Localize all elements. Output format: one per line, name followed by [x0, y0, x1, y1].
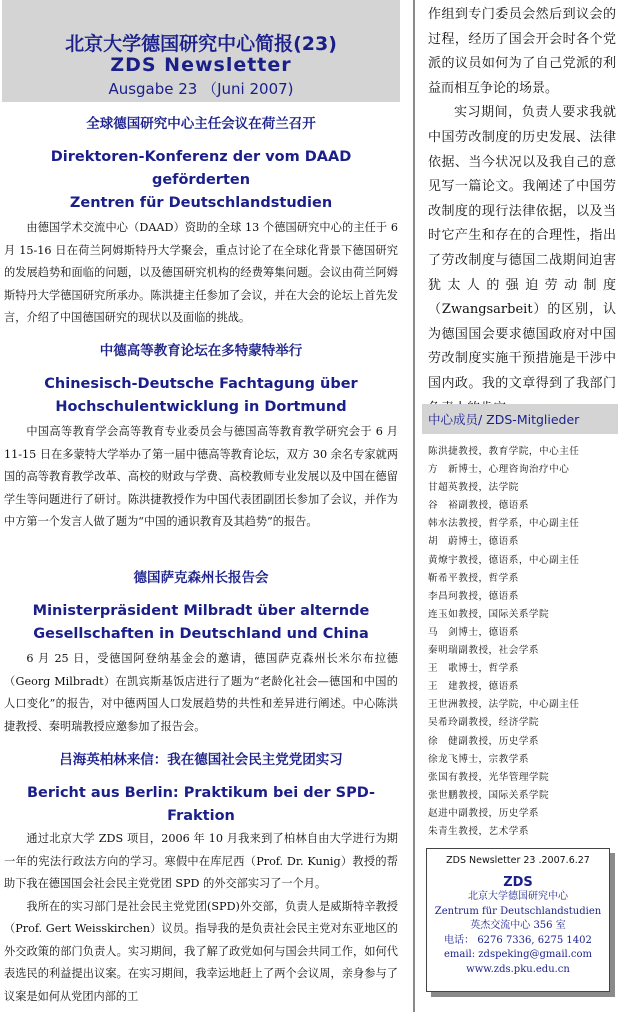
article-paragraph: 由德国学术交流中心（DAAD）资助的全球 13 个德国研究中心的主任于 6 月 15-16 日在荷兰阿姆斯特丹大学聚会，重点讨论了在全球化背景下德国研究的发展趋势和面临的问题，以及德国研究机构的经费筹集问题。会议由荷兰阿姆斯特丹大学德国研究所承办。陈洪捷主任参加了会议，并在大会的论坛上首先发言，介绍了中国德国研究的现状以及面临的挑战。: [4, 221, 398, 324]
contact-org-de: Zentrum für Deutschlandstudien: [434, 905, 602, 917]
article-paragraph: 中国高等教育学会高等教育专业委员会与德国高等教育教学研究会于 6 月 11-15 日在多蒙特大学举办了第一届中德高等教育论坛，双方 30 余名专家就两国的高等教育教学改革、高校的财政与学费、高校教师专业发展以及中国在德留学生等问题进行了研讨。陈洪捷教授作为中国代表团副团长参加了会议，并作为中方第一个发言人做了题为“中国的通识教育及其趋势”的报告。: [4, 425, 398, 528]
member-item: 陈洪捷教授，教育学院，中心主任: [428, 446, 580, 457]
member-item: 方 新博士，心理咨询治疗中心: [428, 464, 570, 476]
right-column: [422, 0, 622, 1012]
article-3: [4, 569, 398, 738]
continuation-paragraph: 作组到专门委员会然后到议会的过程，经历了国会开会时各个党派的议员如何为了自己党派的利益而相互争论的场景。: [428, 7, 616, 96]
article-heading-de: Zentren für Deutschlandstudien: [69, 195, 333, 211]
member-item: 秦明瑞副教授，社会学系: [428, 645, 540, 657]
article-heading-de: Gesellschaften in Deutschland und China: [33, 626, 369, 642]
contact-website[interactable]: www.zds.pku.edu.cn: [466, 963, 570, 975]
members-title: 中心成员/ ZDS-Mitglieder: [428, 412, 580, 427]
member-item: 靳希平教授，哲学系: [428, 572, 519, 584]
member-item: 赵进中副教授，历史学系: [428, 807, 540, 819]
member-item: 王 建教授，德语系: [428, 681, 519, 693]
member-item: 张国有教授，光华管理学院: [428, 771, 550, 783]
masthead-title-cn: 北京大学德国研究中心简报(23): [65, 33, 337, 55]
masthead-title-en: ZDS Newsletter: [110, 54, 292, 76]
article-heading-cn: 全球德国研究中心主任会议在荷兰召开: [86, 116, 316, 132]
contact-org-cn: 北京大学德国研究中心: [468, 891, 568, 902]
article-heading-de: Ministerpräsident Milbradt über alternde: [32, 603, 370, 619]
article-paragraph: 6 月 25 日，受德国阿登纳基金会的邀请，德国萨克森州长米尔布拉德（Georg Milbradt）在凯宾斯基饭店进行了题为“老龄化社会—德国和中国的人口变化”的报告，对中德两国人口发展趋势的共性和差异进行阐述。中心陈洪捷教授、秦明瑞教授应邀参加了报告会。: [4, 652, 398, 733]
member-item: 韩水法教授，哲学系，中心副主任: [428, 518, 580, 530]
continuation-paragraph: 实习期间，负责人要求我就中国劳改制度的历史发展、法律依据、当今状况以及我自己的意见写一篇论文。我阐述了中国劳改制度的现行法律依据，以及当时它产生和存在的合理性，指出了劳改制度与德国二战期间迫害犹太人的强迫劳动制度（Zwangsarbeit）的区别，认为德国国会要求德国政府对中国劳改制度实施干预措施是干涉中国内政。我的文章得到了我部门: [428, 105, 616, 391]
article-heading-cn: 吕海英柏林来信：我在德国社会民主党党团实习: [59, 752, 343, 768]
member-item: 甘超英教授，法学院: [428, 482, 519, 494]
article-paragraph: 我所在的实习部门是社会民主党党团(SPD)外交部，负责人是威斯特辛教授（Prof. Gert Weisskirchen）议员。指导我的是负责社会民主党对东亚地区的外交政策的部门负责人。实习期间，我了解了政党如何与国会共同工作，如何代表选民的利益提出议案。在实习期间，我幸运地赶上了两个会议周，亲身参与了议案是如何从党团内部的工: [4, 899, 398, 1003]
contact-title: ZDS: [503, 875, 533, 890]
contact-date: ZDS Newsletter 23 .2007.6.27: [446, 855, 590, 866]
masthead: [2, 0, 400, 102]
member-item: 张世鹏教授，国际关系学院: [428, 789, 550, 801]
article-heading-cn: 中德高等教育论坛在多特蒙特举行: [99, 343, 303, 359]
member-item: 王 歌博士，哲学系: [428, 663, 519, 675]
member-item: 马 剑博士，德语系: [428, 626, 519, 638]
article-heading-de: Chinesisch-Deutsche Fachtagung über: [44, 376, 358, 392]
contact-phone: 电话： 6276 7336, 6275 1402: [444, 934, 592, 946]
member-item: 徐龙飞博士，宗教学系: [428, 753, 529, 765]
member-item: 王世洲教授，法学院，中心副主任: [428, 699, 580, 711]
members-header: [422, 404, 618, 434]
article-heading-de: Hochschulentwicklung in Dortmund: [55, 399, 347, 415]
contact-room: 英杰交流中心 356 室: [470, 920, 566, 932]
article-paragraph: 通过北京大学 ZDS 项目，2006 年 10 月我来到了柏林自由大学进行为期一年的宪法行政法方向的学习。寒假中在库尼西（Prof. Dr. Kunig）教授的帮助下我在德国国会社会民主党党团 SPD 的外交部实习了一个月。: [4, 832, 398, 890]
contact-box: [426, 848, 610, 992]
member-item: 徐 健副教授，历史学系: [428, 735, 540, 747]
masthead-issue: Ausgabe 23 （Juni 2007): [108, 80, 294, 98]
member-item: 李昌珂教授，德语系: [428, 590, 519, 602]
member-item: 谷 裕副教授，德语系: [428, 500, 529, 512]
article-heading-cn: 德国萨克森州长报告会: [133, 570, 269, 586]
member-item: 吴希玲副教授，经济学院: [428, 717, 540, 729]
member-item: 胡 蔚博士，德语系: [428, 536, 519, 548]
members-list: [428, 443, 620, 841]
article-4: [4, 751, 398, 1008]
article-heading-de: Bericht aus Berlin: Praktikum bei der SPD-Fraktion: [26, 785, 376, 824]
member-item: 黄燎宇教授，德语系，中心副主任: [428, 554, 580, 566]
member-item: 朱青生教授，艺术学系: [428, 825, 529, 837]
member-item: 连玉如教授，国际关系学院: [428, 608, 550, 620]
article-2: [4, 342, 398, 534]
contact-email[interactable]: email: zdspeking@gmail.com: [443, 949, 593, 961]
article-1: [4, 115, 398, 330]
article-heading-de: Direktoren-Konferenz der vom DAAD geförderten: [50, 149, 352, 188]
column-divider: [413, 0, 415, 1012]
article-continuation: [428, 3, 616, 421]
